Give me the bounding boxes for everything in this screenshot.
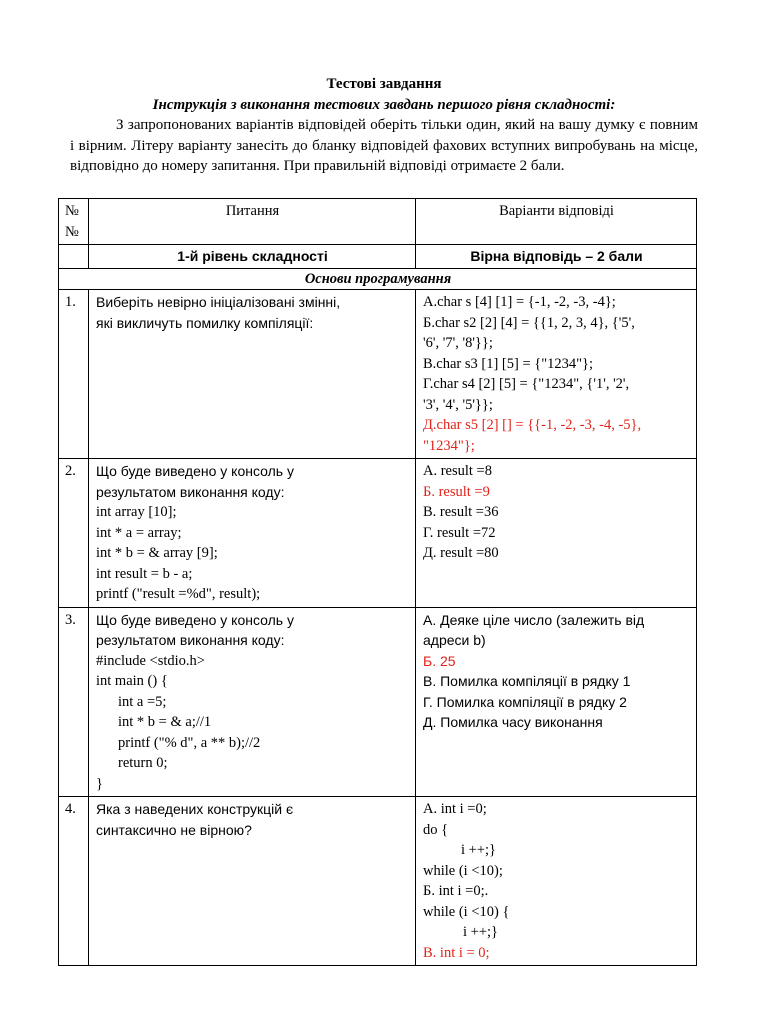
points-label: Вірна відповідь – 2 бали xyxy=(416,245,697,269)
answer-option: А. Деяке ціле число (залежить від xyxy=(423,611,645,628)
question-line: Що буде виведено у консоль у xyxy=(96,463,294,479)
code-line: printf ("result =%d", result); xyxy=(96,586,261,602)
question-text xyxy=(89,797,416,966)
answer-option: Б.char s2 [2] [4] = {{1, 2, 3, 4}, {'5', xyxy=(423,314,635,331)
correct-answer-option: "1234"}; xyxy=(423,437,475,454)
code-line: int * a = array; xyxy=(96,524,182,541)
table-row xyxy=(59,797,697,966)
answer-option: Г.char s4 [2] [5] = {"1234", {'1', '2', xyxy=(423,376,630,392)
answer-option: В. result =36 xyxy=(423,504,499,520)
answer-option: А.char s [4] [1] = {-1, -2, -3, -4}; xyxy=(423,294,616,310)
question-number: 2. xyxy=(59,459,89,608)
code-line: while (i <10); xyxy=(423,862,503,879)
code-line: int main () { xyxy=(96,673,168,689)
instruction-heading: Інструкція з виконання тестових завдань першого рівня складності: xyxy=(152,96,616,113)
answer-option: Г. result =72 xyxy=(423,524,496,541)
answer-option: Г. Помилка компіляції в рядку 2 xyxy=(423,693,627,710)
code-line: int * b = & array [9]; xyxy=(96,545,218,561)
code-line: while (i <10) { xyxy=(423,903,510,920)
code-line: i ++;} xyxy=(463,924,498,940)
code-line: i ++;} xyxy=(461,842,496,858)
answer-option: Д. Помилка часу виконання xyxy=(423,714,603,730)
table-row xyxy=(59,290,697,459)
answer-options xyxy=(416,607,697,797)
section-title: Основи програмування xyxy=(59,268,697,290)
correct-answer-option: Д.char s5 [2] [] = {{-1, -2, -3, -4, -5}, xyxy=(423,417,642,433)
page-title: Тестові завдання xyxy=(326,76,442,92)
code-line: do { xyxy=(423,821,449,838)
question-line: результатом виконання коду: xyxy=(96,632,285,648)
answer-options xyxy=(416,797,697,966)
col-question-header: Питання xyxy=(89,199,416,245)
test-table xyxy=(58,198,697,966)
answer-option: А. int i =0; xyxy=(423,801,487,817)
question-text xyxy=(89,607,416,797)
question-line: синтаксично не вірною? xyxy=(96,821,252,838)
answer-option: Д. result =80 xyxy=(423,545,499,561)
question-text xyxy=(89,290,416,459)
question-number: 3. xyxy=(59,607,89,797)
answer-option: В. Помилка компіляції в рядку 1 xyxy=(423,673,631,689)
answer-options xyxy=(416,459,697,608)
section-row xyxy=(59,268,697,290)
question-line: Виберіть невірно ініціалізовані змінні, xyxy=(96,294,341,310)
code-line: return 0; xyxy=(118,755,168,771)
question-line: Яка з наведених конструкцій є xyxy=(96,801,294,817)
table-row xyxy=(59,607,697,797)
question-number: 4. xyxy=(59,797,89,966)
question-text xyxy=(89,459,416,608)
level-row xyxy=(59,245,697,269)
col-num-header: № № xyxy=(59,199,89,245)
code-line: #include <stdio.h> xyxy=(96,652,205,669)
correct-answer-option: Б. 25 xyxy=(423,652,456,669)
question-line: результатом виконання коду: xyxy=(96,483,285,500)
answer-option: '6', '7', '8'}}; xyxy=(423,335,493,351)
code-line: int a =5; xyxy=(118,693,167,710)
instruction-text: З запропонованих варіантів відповідей оберіть тільки один, який на вашу думку є повним і вірним. Літеру варіанту занесіть до бланку відповідей фахових вступних випробувань на місце, відповідно до номеру запитання. При правильній відповіді отримаєте 2 бали. xyxy=(70,117,698,174)
code-line: printf ("% d", a ** b);//2 xyxy=(118,734,261,751)
question-number: 1. xyxy=(59,290,89,459)
code-line: int result = b - a; xyxy=(96,565,193,582)
document-header xyxy=(70,74,698,177)
question-line: Що буде виведено у консоль у xyxy=(96,611,294,628)
answer-option: В.char s3 [1] [5] = {"1234"}; xyxy=(423,355,594,372)
question-line: які викличуть помилку компіляції: xyxy=(96,314,314,331)
answer-options xyxy=(416,290,697,459)
level-label: 1-й рівень складності xyxy=(89,245,416,269)
answer-option: адреси b) xyxy=(423,632,486,648)
code-line: int * b = & a;//1 xyxy=(118,714,212,730)
table-row xyxy=(59,459,697,608)
answer-option: Б. int i =0;. xyxy=(423,883,489,899)
code-line: int array [10]; xyxy=(96,504,177,520)
table-header-row xyxy=(59,199,697,245)
answer-option: А. result =8 xyxy=(423,463,492,479)
answer-option: '3', '4', '5'}}; xyxy=(423,396,493,413)
level-empty-cell xyxy=(59,245,89,269)
col-answers-header: Варіанти відповіді xyxy=(416,199,697,245)
code-line: } xyxy=(96,775,103,792)
correct-answer-option: Б. result =9 xyxy=(423,483,490,500)
correct-answer-option: В. int i = 0; xyxy=(423,944,490,961)
